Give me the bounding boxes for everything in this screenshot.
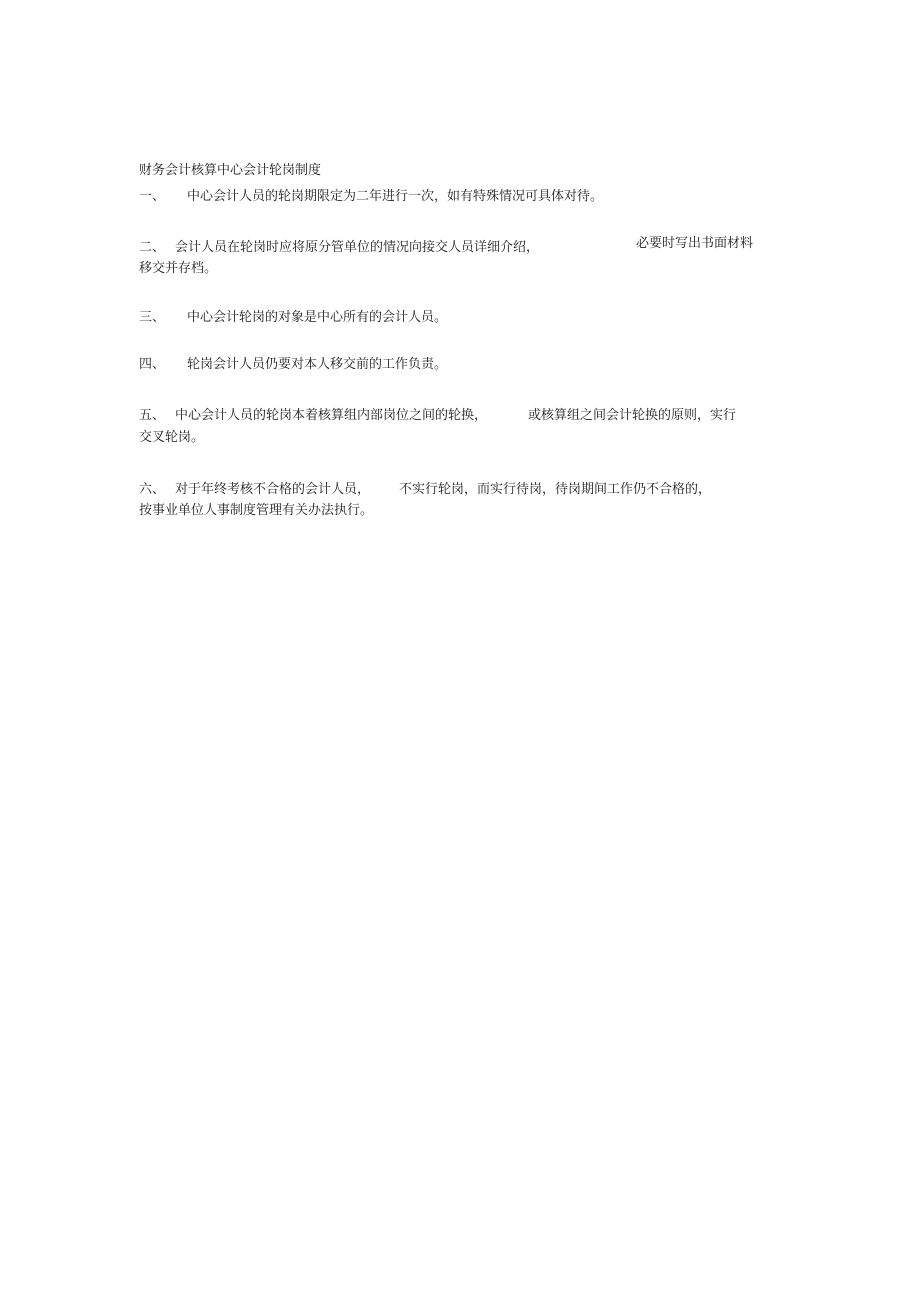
item-text-line2: 移交并存档。: [139, 261, 218, 276]
item-text: 中心会计人员的轮岗期限定为二年进行一次，如有特殊情况可具体对待。: [187, 189, 604, 204]
item-number: 五、: [139, 408, 166, 423]
item-text: 中心会计人员的轮岗本着核算组内部岗位之间的轮换，: [175, 408, 488, 423]
item-text: 轮岗会计人员仍要对本人移交前的工作负责。: [187, 357, 448, 372]
item-number: 四、: [139, 357, 166, 372]
item-text: 中心会计轮岗的对象是中心所有的会计人员。: [187, 310, 448, 325]
item-number: 六、: [139, 482, 166, 497]
item-number: 三、: [139, 310, 166, 325]
document-title: 财务会计核算中心会计轮岗制度: [139, 163, 322, 178]
item-text-line2: 交叉轮岗。: [139, 430, 205, 445]
item-text-line2: 按事业单位人事制度管理有关办法执行。: [139, 503, 374, 518]
item-number: 一、: [139, 189, 166, 204]
item-text-continued: 不实行轮岗，而实行待岗，待岗期间工作仍不合格的，: [399, 482, 712, 497]
item-text: 会计人员在轮岗时应将原分管单位的情况向接交人员详细介绍，: [175, 240, 540, 255]
item-text-continued: 必要时写出书面材料: [636, 236, 754, 251]
item-text: 对于年终考核不合格的会计人员，: [175, 482, 371, 497]
item-number: 二、: [139, 240, 166, 255]
item-text-continued: 或核算组之间会计轮换的原则，实行: [528, 408, 737, 423]
